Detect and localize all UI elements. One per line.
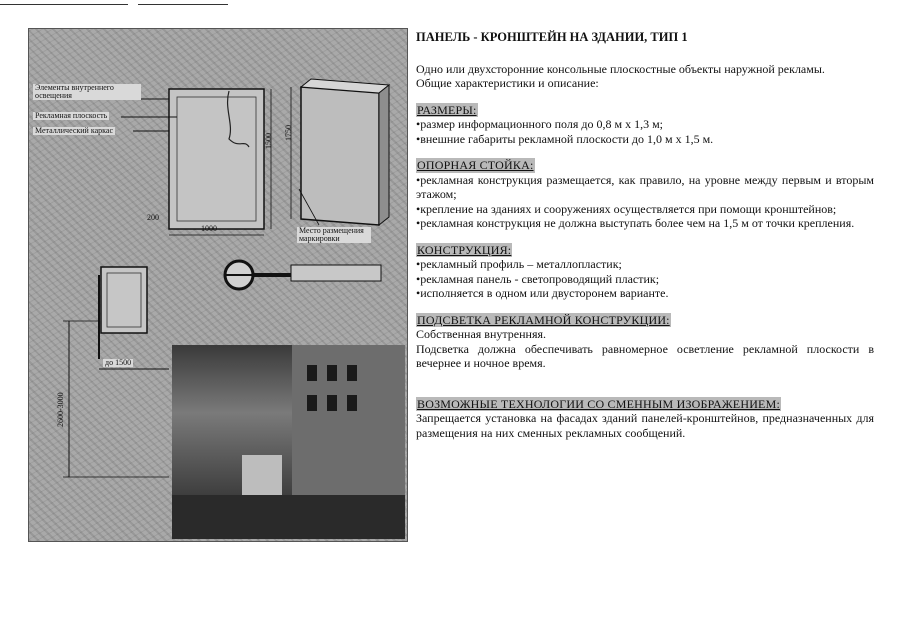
support-line: •крепление на зданиях и сооружениях осуществляется при помощи кронштейнов; — [416, 201, 837, 216]
panel-front — [169, 89, 264, 229]
panel-side — [301, 87, 379, 225]
intro-line: Одно или двухсторонние консольные плоскостные объекты наружной рекламы. — [416, 61, 825, 76]
label-mount: Место размещения маркировки — [297, 227, 371, 243]
heading-support: ОПОРНАЯ СТОЙКА: — [417, 158, 534, 172]
heading-technologies: ВОЗМОЖНЫЕ ТЕХНОЛОГИИ СО СМЕННЫМ ИЗОБРАЖЕНИЕМ: — [417, 396, 780, 411]
heading-construction: КОНСТРУКЦИЯ: — [417, 242, 512, 257]
panel-edge — [379, 85, 389, 225]
label-height: 2600-3000 — [56, 392, 65, 427]
page-title: ПАНЕЛЬ - КРОНШТЕЙН НА ЗДАНИИ, ТИП 1 — [416, 30, 688, 44]
construction-line: •рекламная панель - светопроводящий пластик; — [416, 271, 660, 286]
label-1000: 1000 — [201, 224, 217, 233]
heading-sizes: РАЗМЕРЫ: — [417, 102, 477, 117]
label-plane: Рекламная плоскость — [35, 111, 108, 120]
technologies-line: Запрещается установка на фасадах зданий панелей-кронштейнов, предназначенных для размещения на них сменных рекламных сообщений. — [416, 411, 874, 440]
heading-lighting: ПОДСВЕТКА РЕКЛАМНОЙ КОНСТРУКЦИИ: — [417, 312, 670, 327]
label-1750: 1750 — [284, 125, 293, 141]
photo-window — [327, 395, 337, 411]
construction-drawing — [28, 28, 408, 542]
top-rule-left — [0, 4, 128, 5]
photo-street — [172, 495, 405, 539]
support-line: •рекламная конструкция размещается, как правило, на уровне между первым и вторым этажом; — [416, 172, 874, 201]
lighting-line: Подсветка должна обеспечивать равномерное осветление рекламной плоскости в вечернее и ночное время. — [416, 341, 874, 370]
photo-window — [327, 365, 337, 381]
label-200: 200 — [147, 213, 159, 222]
detail-bar — [291, 265, 381, 281]
street-photo — [172, 345, 405, 539]
label-reach: до 1500 — [105, 358, 132, 367]
top-rule-right — [138, 4, 228, 5]
photo-window — [347, 395, 357, 411]
sizes-line: •внешние габариты рекламной плоскости до 1,0 м х 1,5 м. — [416, 131, 714, 146]
photo-window — [307, 365, 317, 381]
photo-window — [307, 395, 317, 411]
description-column — [416, 26, 874, 440]
label-elements: Элементы внутреннего освещения — [33, 84, 141, 100]
construction-line: •рекламный профиль – металлопластик; — [416, 257, 622, 271]
label-frame: Металлический каркас — [35, 126, 113, 135]
label-1500: 1500 — [264, 133, 273, 149]
intro-line: Общие характеристики и описание: — [416, 76, 599, 90]
photo-window — [347, 365, 357, 381]
support-line: •рекламная конструкция не должна выступать более чем на 1,5 м от точки крепления. — [416, 216, 855, 230]
sizes-line: •размер информационного поля до 0,8 м х 1,3 м; — [416, 117, 664, 131]
small-sign — [101, 267, 147, 333]
lighting-line: Собственная внутренняя. — [416, 327, 546, 341]
construction-line: •исполняется в одном или двусторонем варианте. — [416, 286, 669, 300]
